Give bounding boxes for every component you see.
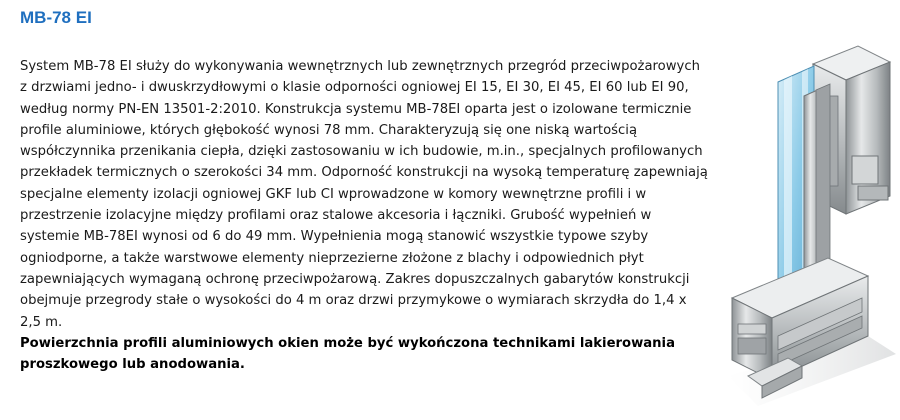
- article-body: [20, 56, 710, 375]
- finish-note: Powierzchnia profili aluminiowych okien może być wykończona technikami lakierowania proszkowego lub anodowania.: [20, 335, 675, 373]
- page-title: MB-78 EI: [20, 8, 92, 27]
- window-profile-cross-section-illustration: [718, 36, 896, 416]
- description-paragraph: System MB-78 EI służy do wykonywania wewnętrznych lub zewnętrznych przegród przeciwpożarowych z drzwiami jedno- i dwuskrzydłowymi o klasie odporności ogniowej EI 15, EI 30, EI 45, EI 60 lub EI 90, według normy PN-EN 13501-2:2010. Konstrukcja systemu MB-78EI oparta jest o izolowane termicznie profile aluminiowe, których głębokość wynosi 78 mm. Charakteryzują się one niską wartością współczynnika przenikania ciepła, dzięki zastosowaniu w ich budowie, m.in., specjalnych profilowanych przekładek termicznych o szerokości 34 mm. Odporność konstrukcji na wysoką temperaturę zapewniają specjalne elementy izolacji ogniowej GKF lub CI wprowadzone w komory wewnętrzne profili i w przestrzenie izolacyjne między profilami oraz stalowe akcesoria i łączniki. Grubość wypełnień w systemie MB-78EI wynosi od 6 do 49 mm. Wypełnienia mogą stanowić wszystkie typowe szyby ogniodporne, a także warstwowe elementy nieprzezierne złożone z blachy i odpowiednich płyt zapewniających wymaganą ochronę przeciwpożarową. Zakres dopuszczalnych gabarytów konstrukcji obejmuje przegrody stałe o wysokości do 4 m oraz drzwi przymykowe o wymiarach skrzydła do 1,4 x 2,5 m.: [20, 59, 708, 330]
